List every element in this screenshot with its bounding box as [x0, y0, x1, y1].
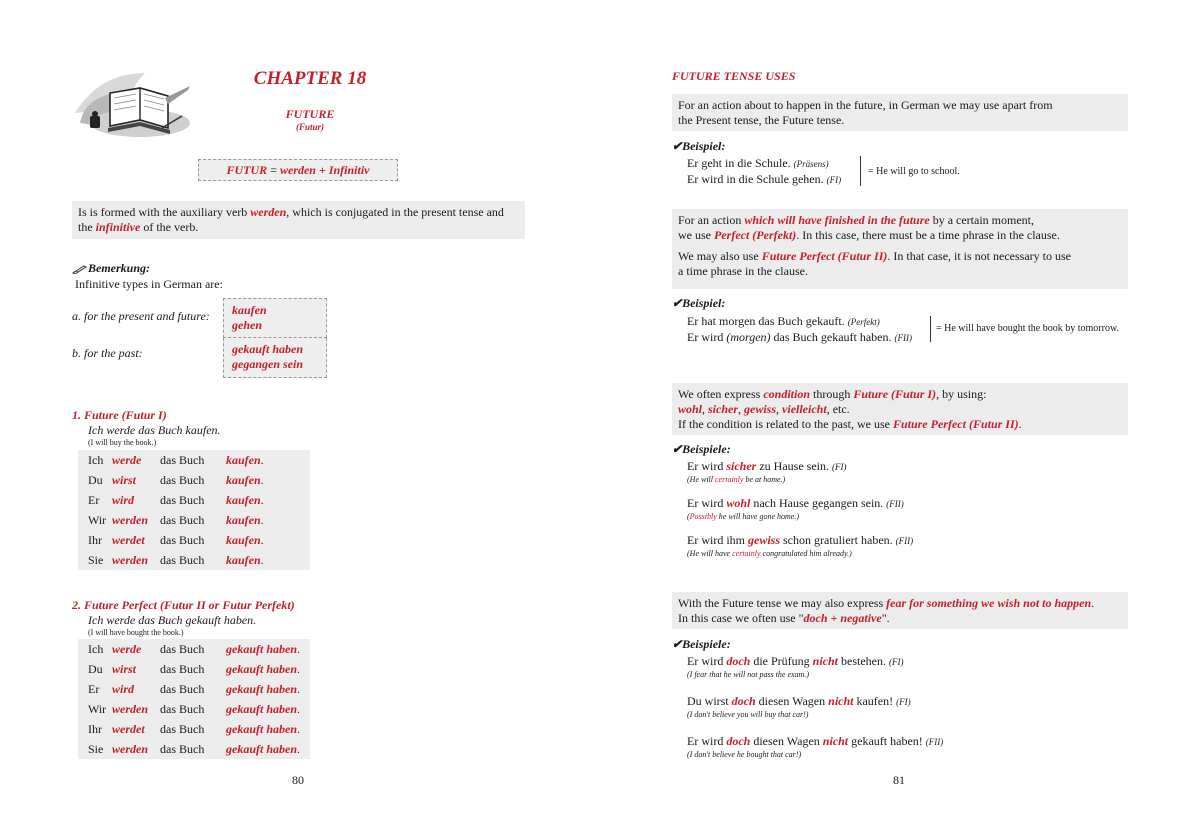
object: das Buch — [160, 742, 205, 756]
check-icon: ✔ — [672, 139, 683, 153]
punctuation: . — [297, 722, 301, 736]
punctuation: . — [260, 473, 264, 487]
highlight-word: infinitive — [95, 220, 141, 234]
tense-tag: (FII) — [886, 499, 904, 509]
highlight-word: vielleicht — [782, 402, 827, 416]
example-translation — [687, 512, 913, 521]
highlight-word: sicher — [726, 459, 757, 473]
table-row — [78, 699, 310, 719]
example-sentence — [687, 459, 913, 475]
pen-icon — [72, 264, 88, 274]
punctuation: . — [260, 513, 264, 527]
info-line: the Present tense, the Future tense. — [678, 113, 845, 127]
highlight-phrase: doch + negative — [803, 611, 882, 625]
highlight-word: doch — [726, 734, 751, 748]
separator-line — [930, 316, 931, 342]
object: das Buch — [160, 662, 205, 676]
object: das Buch — [160, 702, 205, 716]
example-group-1 — [687, 156, 841, 188]
info-text: For an action — [678, 213, 745, 227]
infinitive-value: gegangen sein — [232, 357, 304, 371]
highlight-phrase: Perfect (Perfekt) — [714, 228, 797, 242]
table-row — [78, 679, 310, 699]
example-label: Beispiel: — [682, 296, 726, 310]
auxiliary-verb: wirst — [112, 473, 137, 487]
punctuation: . — [260, 533, 264, 547]
info-text: through — [810, 387, 854, 401]
info-text: ". — [881, 611, 890, 625]
infinitive-value: gekauft haben — [232, 342, 304, 356]
punctuation: . — [260, 493, 264, 507]
example-label: Beispiele: — [682, 637, 731, 651]
example-sentence: Ich werde das Buch kaufen. — [88, 423, 221, 437]
tense-tag: (FI) — [888, 657, 904, 667]
example-sentence — [687, 734, 943, 750]
highlight-word: nicht — [822, 734, 849, 748]
pronoun: Er — [88, 493, 100, 507]
example-label: Beispiel: — [682, 139, 726, 153]
pronoun: Er — [88, 682, 100, 696]
info-text: . In this case, there must be a time phrase in the clause. — [796, 228, 1060, 242]
auxiliary-verb: wird — [112, 493, 135, 507]
info-text: . In that case, it is not necessary to use — [887, 249, 1071, 263]
translation-highlight: certainly — [715, 475, 744, 484]
example-sentence: Er geht in die Schule. — [687, 156, 794, 170]
object: das Buch — [160, 473, 205, 487]
translation-part: he will have gone home.) — [716, 512, 799, 521]
table-row — [78, 530, 310, 550]
infinitive-cell — [223, 298, 327, 338]
sentence-part: die Prüfung — [750, 654, 813, 668]
main-verb: gekauft haben — [226, 662, 298, 676]
book-illustration — [70, 68, 195, 148]
info-text: We may also use — [678, 249, 762, 263]
example-label: Beispiele: — [682, 442, 731, 456]
tense-tag: (FI) — [896, 697, 911, 707]
punctuation: . — [297, 642, 301, 656]
info-text: In this case we often use " — [678, 611, 804, 625]
table-row — [78, 739, 310, 759]
pronoun: Ihr — [88, 533, 102, 547]
pronoun: Ihr — [88, 722, 102, 736]
example-translation: (I will buy the book.) — [88, 438, 157, 447]
info-text: by a certain moment, — [929, 213, 1034, 227]
section-title: 1. Future (Futur I) — [72, 408, 167, 422]
example-heading — [672, 296, 725, 311]
separator-line — [860, 156, 861, 186]
section-futur-2 — [72, 598, 295, 637]
tense-tag: (FI) — [826, 175, 842, 185]
example-sentence — [687, 654, 943, 670]
infinitive-label: b. for the past: — [72, 346, 143, 360]
example-group-3 — [687, 459, 913, 570]
highlight-phrase: condition — [763, 387, 811, 401]
tense-tag: (FI) — [831, 462, 847, 472]
example-translation — [687, 475, 913, 484]
punctuation: . — [260, 453, 264, 467]
example-group-4 — [687, 654, 943, 774]
highlight-word: nicht — [828, 694, 854, 708]
sentence-part: nach Hause gegangen sein. — [750, 496, 887, 510]
highlight-phrase: fear for something we wish not to happen — [886, 596, 1092, 610]
object: das Buch — [160, 533, 205, 547]
tense-tag: (Perfekt) — [847, 317, 880, 327]
highlight-word: nicht — [812, 654, 838, 668]
info-text: With the Future tense we may also express — [678, 596, 887, 610]
section-subheading: (Futur) — [295, 122, 324, 132]
object: das Buch — [160, 513, 205, 527]
example-translation: (I don't believe he bought that car!) — [687, 750, 802, 759]
translation-part: ( — [687, 512, 690, 521]
table-row — [78, 719, 310, 739]
info-text: , — [702, 402, 709, 416]
punctuation: . — [260, 553, 264, 567]
main-verb: gekauft haben — [226, 702, 298, 716]
object: das Buch — [160, 493, 205, 507]
info-text: . — [1018, 417, 1022, 431]
tense-tag: (Präsens) — [793, 159, 829, 169]
example-sentence: (morgen) — [726, 330, 771, 344]
table-row — [78, 450, 310, 470]
example-group-2 — [687, 314, 912, 346]
pronoun: Ich — [88, 453, 104, 467]
auxiliary-verb: werden — [112, 553, 148, 567]
sentence-part: schon gratuliert haben. — [780, 533, 896, 547]
auxiliary-verb: werde — [112, 642, 142, 656]
auxiliary-verb: werde — [112, 453, 142, 467]
table-row — [78, 639, 310, 659]
punctuation: . — [297, 702, 301, 716]
example-sentence: Er wird — [687, 330, 727, 344]
pronoun: Du — [88, 662, 103, 676]
auxiliary-verb: werdet — [112, 533, 145, 547]
table-row — [78, 550, 310, 570]
example-sentence: das Buch gekauft haben. — [770, 330, 895, 344]
remark-label: Bemerkung: — [88, 261, 151, 275]
table-row — [78, 659, 310, 679]
infinitive-table — [72, 298, 327, 378]
main-verb: gekauft haben — [226, 722, 298, 736]
auxiliary-verb: wirst — [112, 662, 137, 676]
example-translation: (I don't believe you will buy that car!) — [687, 710, 809, 719]
example-heading — [672, 139, 725, 154]
infinitive-label: a. for the present and future: — [72, 309, 210, 323]
info-text: , by using: — [936, 387, 987, 401]
infinitive-intro: Infinitive types in German are: — [75, 277, 223, 291]
infinitive-row — [72, 298, 327, 338]
conjugation-table-futur-1 — [78, 450, 310, 570]
main-verb: gekauft haben — [226, 742, 298, 756]
chapter-title: CHAPTER 18 — [253, 68, 367, 89]
example-sentence: Er hat morgen das Buch gekauft. — [687, 314, 848, 328]
page-number: 81 — [893, 773, 905, 787]
intro-box — [72, 201, 525, 239]
example-sentence: Er wird in die Schule gehen. — [687, 172, 827, 186]
example-translation: = He will go to school. — [868, 166, 960, 177]
example-item — [687, 496, 913, 521]
sentence-part: Er wird — [687, 459, 727, 473]
example-item — [687, 694, 943, 719]
translation-highlight: certainly — [732, 549, 761, 558]
main-verb: kaufen — [226, 513, 261, 527]
example-translation — [687, 549, 913, 558]
page-number: 80 — [292, 773, 304, 787]
info-text: If the condition is related to the past, we use — [678, 417, 893, 431]
pronoun: Ich — [88, 642, 104, 656]
auxiliary-verb: werden — [112, 513, 148, 527]
example-sentence — [687, 533, 913, 549]
infinitive-value: gehen — [232, 318, 262, 332]
main-verb: kaufen — [226, 453, 261, 467]
intro-text: the — [78, 220, 96, 234]
table-row — [78, 490, 310, 510]
example-item — [687, 533, 913, 558]
section-title: 2. Future Perfect (Futur II or Futur Perfekt) — [72, 598, 295, 612]
highlight-phrase: Future Perfect (Futur II) — [892, 417, 1019, 431]
check-icon: ✔ — [672, 442, 683, 456]
infinitive-cell — [223, 338, 327, 378]
pronoun: Wir — [88, 513, 107, 527]
sentence-part: Er wird ihm — [687, 533, 748, 547]
highlight-word: werden — [250, 205, 287, 219]
pronoun: Wir — [88, 702, 107, 716]
translation-part: (He will — [687, 475, 715, 484]
tense-tag: (FII) — [925, 737, 944, 747]
conjugation-table-futur-2 — [78, 639, 310, 759]
info-text: , — [738, 402, 745, 416]
formula-box — [198, 159, 398, 181]
sentence-part: Er wird — [687, 654, 727, 668]
highlight-word: gewiss — [748, 533, 781, 547]
info-box-condition — [672, 383, 1128, 435]
object: das Buch — [160, 682, 205, 696]
sentence-part: diesen Wagen — [750, 734, 823, 748]
auxiliary-verb: werden — [112, 742, 148, 756]
table-row — [78, 470, 310, 490]
punctuation: . — [297, 662, 301, 676]
info-box-fear — [672, 592, 1128, 629]
formula-equals: = — [267, 163, 280, 177]
main-verb: kaufen — [226, 473, 261, 487]
example-heading — [672, 442, 731, 457]
intro-text: , which is conjugated in the present tense and — [286, 205, 504, 219]
example-translation: (I fear that he will not pass the exam.) — [687, 670, 809, 679]
example-item — [687, 654, 943, 679]
formula-definition: werden + Infinitiv — [279, 163, 370, 177]
auxiliary-verb: werden — [112, 702, 148, 716]
example-heading — [672, 637, 731, 652]
check-icon: ✔ — [672, 296, 683, 310]
main-verb: gekauft haben — [226, 642, 298, 656]
sentence-part: Er wird — [687, 734, 727, 748]
highlight-word: doch — [726, 654, 751, 668]
table-row — [78, 510, 310, 530]
tense-tag: (FII) — [894, 333, 913, 343]
main-verb: kaufen — [226, 553, 261, 567]
main-verb: gekauft haben — [226, 682, 298, 696]
highlight-word: sicher — [708, 402, 739, 416]
infinitive-row — [72, 338, 327, 378]
auxiliary-verb: werdet — [112, 722, 145, 736]
sentence-part: bestehen. — [838, 654, 889, 668]
highlight-word: wohl — [726, 496, 751, 510]
example-translation: = He will have bought the book by tomorrow. — [936, 323, 1120, 334]
main-verb: kaufen — [226, 533, 261, 547]
object: das Buch — [160, 553, 205, 567]
sentence-part: zu Hause sein. — [756, 459, 832, 473]
highlight-phrase: Future (Futur I) — [853, 387, 937, 401]
translation-part: congratulated him already.) — [760, 549, 852, 558]
example-sentence: Ich werde das Buch gekauft haben. — [88, 613, 257, 627]
info-text: we use — [678, 228, 714, 242]
highlight-phrase: which will have finished in the future — [744, 213, 930, 227]
punctuation: . — [297, 682, 301, 696]
infinitive-value: kaufen — [232, 303, 267, 317]
main-verb: kaufen — [226, 493, 261, 507]
section-heading: FUTURE — [285, 107, 335, 121]
formula-term: FUTUR — [226, 163, 268, 177]
info-text: We often express — [678, 387, 764, 401]
highlight-phrase: Future Perfect (Futur II) — [761, 249, 888, 263]
info-line: For an action about to happen in the future, in German we may use apart from — [678, 98, 1053, 112]
object: das Buch — [160, 722, 205, 736]
check-icon: ✔ — [672, 637, 683, 651]
sentence-part: gekauft haben! — [848, 734, 926, 748]
sentence-part: Du wirst — [687, 694, 732, 708]
example-sentence — [687, 496, 913, 512]
intro-text: of the verb. — [140, 220, 199, 234]
info-box-future-action — [672, 94, 1128, 131]
highlight-word: gewiss — [744, 402, 777, 416]
page-heading: FUTURE TENSE USES — [672, 69, 796, 83]
tense-tag: (FII) — [895, 536, 914, 546]
intro-text: Is is formed with the auxiliary verb — [78, 205, 251, 219]
object: das Buch — [160, 642, 205, 656]
highlight-word: doch — [731, 694, 756, 708]
sentence-part: kaufen! — [853, 694, 897, 708]
translation-part: be at home.) — [743, 475, 786, 484]
info-text: a time phrase in the clause. — [678, 264, 808, 278]
punctuation: . — [297, 742, 301, 756]
translation-highlight: Possibly — [689, 512, 717, 521]
highlight-word: wohl — [678, 402, 703, 416]
section-futur-1 — [72, 408, 221, 447]
example-item — [687, 734, 943, 759]
auxiliary-verb: wird — [112, 682, 135, 696]
example-sentence — [687, 694, 943, 710]
sentence-part: Er wird — [687, 496, 727, 510]
object: das Buch — [160, 453, 205, 467]
example-translation: (I will have bought the book.) — [88, 628, 184, 637]
translation-part: (He will have — [687, 549, 733, 558]
pronoun: Sie — [88, 742, 104, 756]
info-text: , — [776, 402, 783, 416]
info-text: . — [1091, 596, 1095, 610]
pronoun: Sie — [88, 553, 104, 567]
remark-heading — [72, 261, 150, 276]
info-text: , etc. — [826, 402, 850, 416]
pronoun: Du — [88, 473, 103, 487]
sentence-part: diesen Wagen — [755, 694, 829, 708]
example-item — [687, 459, 913, 484]
info-box-perfect — [672, 209, 1128, 289]
